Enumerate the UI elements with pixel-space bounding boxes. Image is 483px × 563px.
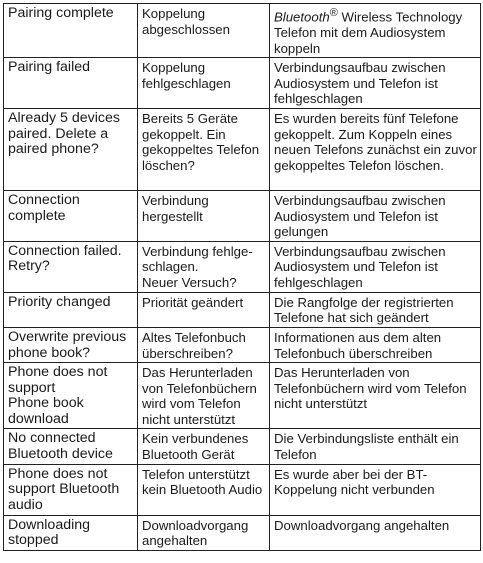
table-row [4,429,481,464]
description-text: Informationen aus dem alten Telefonbuch überschreiben [270,327,481,362]
description-text: Verbindungsaufbau zwischen Audiosystem und Telefon ist gelungen [270,190,481,241]
english-message: Pairing failed [4,58,138,109]
table-row [4,190,481,241]
table-row [4,241,481,292]
german-message: Altes Telefonbuch überschreiben? [138,327,270,362]
english-message: Priority changed [4,292,138,327]
german-message: Bereits 5 Geräte gekoppelt. Ein gekoppeltes Telefon löschen? [138,108,270,190]
table-row [4,327,481,362]
table-row [4,58,481,109]
german-message: Verbindung hergestellt [138,190,270,241]
german-message: Kein verbundenes Bluetooth Gerät [138,429,270,464]
description-text: Verbindungsaufbau zwischen Audiosystem und Telefon ist fehlgeschlagen [270,241,481,292]
description-text: Downloadvorgang angehalten [270,515,481,550]
description-cell [270,4,481,58]
table-row [4,108,481,190]
bluetooth-messages-table [3,3,481,551]
description-text: Die Rangfolge der registrierten Telefone hat sich geändert [270,292,481,327]
german-message: Das Herunterladen von Telefonbüchern wird vom Telefon nicht unterstützt [138,363,270,429]
german-message: Koppelung abgeschlossen [138,4,270,58]
english-message: Downloading stopped [4,515,138,550]
description-text: Verbindungsaufbau zwischen Audiosystem und Telefon ist fehlgeschlagen [270,58,481,109]
english-message: Already 5 devices paired. Delete a paired phone? [4,108,138,190]
german-message: Priorität geändert [138,292,270,327]
table-row [4,4,481,58]
description-text: Wireless Technology Telefon mit dem Audiosystem koppeln [274,9,463,56]
description-text: Die Verbindungsliste enthält ein Telefon [270,429,481,464]
english-message: Phone does not support Phone book download [4,363,138,429]
table-row [4,515,481,550]
english-message: No connected Bluetooth device [4,429,138,464]
english-message: Overwrite previous phone book? [4,327,138,362]
table-row [4,464,481,515]
description-text: Es wurden bereits fünf Telefone gekoppelt. Zum Koppeln eines neuen Telefons zunächst ein zuvor gekoppeltes Telefon löschen. [270,108,481,190]
table-row [4,292,481,327]
german-message: Downloadvorgang angehalten [138,515,270,550]
message-table-page [3,3,480,551]
description-text: Es wurde aber bei der BT-Koppelung nicht verbunden [270,464,481,515]
german-message: Telefon unterstützt kein Bluetooth Audio [138,464,270,515]
description-text: Das Herunterladen von Telefonbüchern wird vom Telefon nicht unterstützt [270,363,481,429]
english-message: Pairing complete [4,4,138,58]
english-message: Phone does not support Bluetooth audio [4,464,138,515]
german-message: Verbindung fehlge- schlagen. Neuer Versuch? [138,241,270,292]
registered-mark: ® [329,7,338,19]
english-message: Connection complete [4,190,138,241]
bluetooth-brand: Bluetooth [274,9,330,25]
table-row [4,363,481,429]
german-message: Koppelung fehlgeschlagen [138,58,270,109]
english-message: Connection failed. Retry? [4,241,138,292]
